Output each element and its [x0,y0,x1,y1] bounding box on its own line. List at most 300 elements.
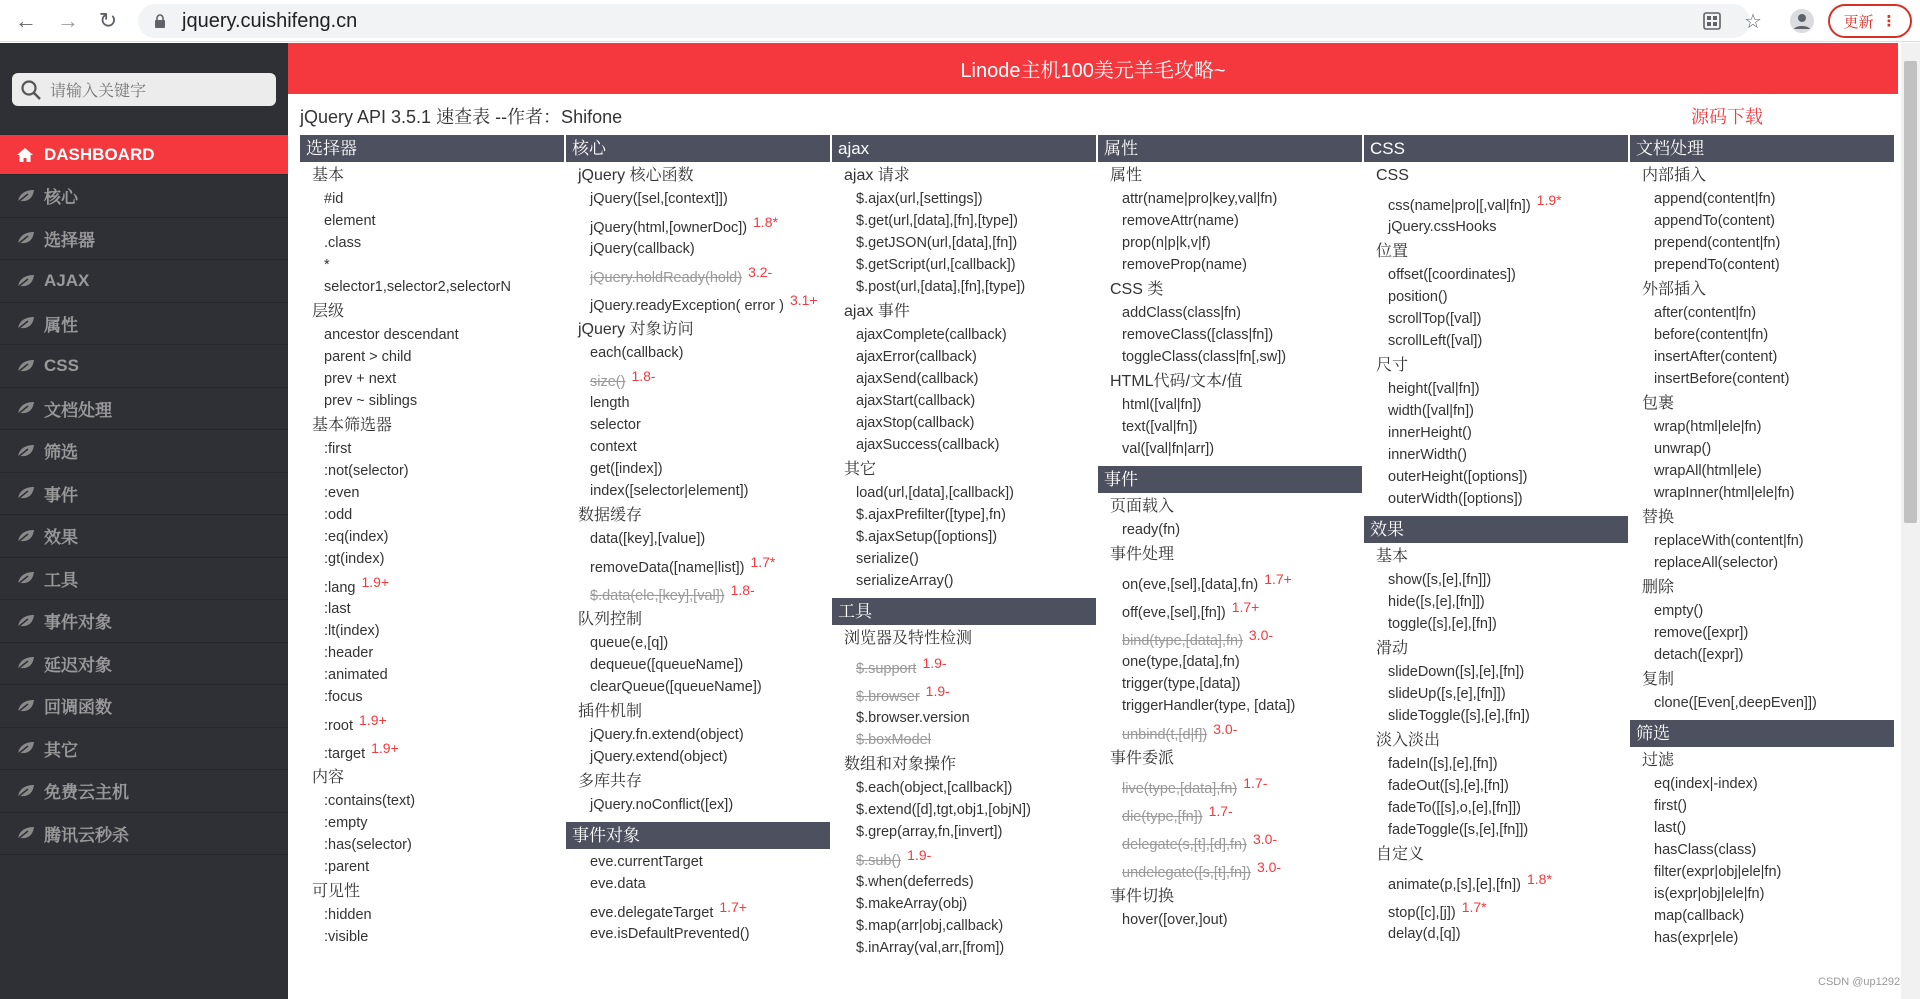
api-item[interactable] [1364,378,1628,400]
api-item-name[interactable]: position() [1388,289,1448,305]
api-item-name[interactable]: wrapAll(html|ele) [1654,463,1762,479]
sidebar-item[interactable] [0,558,288,601]
api-item-name[interactable]: removeAttr(name) [1122,213,1239,229]
api-item[interactable] [1098,210,1362,232]
api-item-name[interactable]: clearQueue([queueName]) [590,679,762,695]
sidebar-item[interactable] [0,728,288,771]
api-item-name[interactable]: height([val|fn]) [1388,381,1480,397]
api-item[interactable] [1630,416,1894,438]
api-item[interactable] [1098,519,1362,541]
api-item[interactable] [1364,488,1628,510]
api-item-name[interactable]: $.inArray(val,arr,[from]) [856,940,1005,956]
api-item-name[interactable]: show([s,[e],[fn]]) [1388,572,1492,588]
api-item[interactable] [566,923,830,945]
api-item[interactable] [566,458,830,480]
api-item-name[interactable]: eve.data [590,876,646,892]
api-item[interactable] [1364,775,1628,797]
sidebar-item[interactable] [0,473,288,516]
source-download-link[interactable]: 源码下载 [1691,107,1763,127]
api-item[interactable] [1364,819,1628,841]
api-item[interactable] [1630,600,1894,622]
api-item-name[interactable]: innerHeight() [1388,425,1472,441]
api-item-name[interactable]: :visible [324,929,369,945]
api-item[interactable] [832,821,1096,843]
api-item[interactable] [300,790,564,812]
api-item-name[interactable]: width([val|fn]) [1388,403,1474,419]
api-item[interactable] [832,893,1096,915]
api-item[interactable] [1630,188,1894,210]
api-item[interactable] [832,276,1096,298]
sidebar-item[interactable] [0,430,288,473]
update-button[interactable] [1828,4,1912,38]
api-item[interactable] [832,526,1096,548]
api-item[interactable] [1098,346,1362,368]
forward-icon[interactable]: → [57,8,79,33]
api-item-name[interactable]: insertBefore(content) [1654,371,1790,387]
api-item-name[interactable]: ajaxSend(callback) [856,371,979,387]
api-item[interactable] [566,794,830,816]
api-item-name[interactable]: parent > child [324,349,412,365]
api-item-name[interactable]: :contains(text) [324,793,416,809]
sidebar-item[interactable] [0,218,288,261]
api-item-name[interactable]: :empty [324,815,368,831]
api-item[interactable] [1364,400,1628,422]
api-item[interactable] [300,346,564,368]
sidebar-item[interactable] [0,175,288,218]
api-item-name[interactable]: trigger(type,[data]) [1122,676,1241,692]
api-item-name[interactable]: load(url,[data],[callback]) [856,485,1014,501]
api-item[interactable] [566,414,830,436]
api-item[interactable] [1364,422,1628,444]
api-item-name[interactable]: addClass(class|fn) [1122,305,1242,321]
api-item[interactable] [1364,895,1628,923]
sidebar-item[interactable] [0,643,288,686]
api-item[interactable] [300,460,564,482]
api-item-name[interactable]: :animated [324,667,388,683]
api-item[interactable] [300,620,564,642]
api-item[interactable] [300,812,564,834]
api-item-name[interactable]: $.get(url,[data],[fn],[type]) [856,213,1018,229]
api-item[interactable] [1630,482,1894,504]
api-item[interactable] [300,686,564,708]
api-item[interactable] [1630,795,1894,817]
api-item-name[interactable]: triggerHandler(type, [data]) [1122,698,1296,714]
api-item[interactable] [1630,817,1894,839]
api-item-name[interactable]: jQuery([sel,[context]]) [590,191,728,207]
sidebar-item[interactable] [0,770,288,813]
api-item-name[interactable]: jQuery(html,[ownerDoc]) [590,220,748,236]
api-item-name[interactable]: $.extend([d],tgt,obj1,[objN]) [856,802,1031,818]
api-item[interactable] [566,188,830,210]
api-item-name[interactable]: #id [324,191,344,207]
api-item-name[interactable]: :header [324,645,374,661]
api-item[interactable] [1630,438,1894,460]
api-item[interactable] [566,238,830,260]
api-item-name[interactable]: ajaxStop(callback) [856,415,975,431]
api-item[interactable] [1098,827,1362,855]
api-item[interactable] [1630,210,1894,232]
api-item[interactable] [1364,753,1628,775]
api-item-name[interactable]: each(callback) [590,345,684,361]
api-item-name[interactable]: ajaxError(callback) [856,349,977,365]
api-item-name[interactable]: jQuery.noConflict([ex]) [590,797,734,813]
api-item[interactable] [300,504,564,526]
api-item[interactable] [566,392,830,414]
api-item[interactable] [1364,683,1628,705]
api-item-name[interactable]: jQuery(callback) [590,241,695,257]
api-item-name[interactable]: unbind(t,[d|f]) [1122,727,1208,743]
api-item[interactable] [1364,264,1628,286]
api-item-name[interactable]: jQuery.fn.extend(object) [590,727,744,743]
translate-icon[interactable] [1695,4,1729,38]
api-item[interactable] [566,724,830,746]
api-item-name[interactable]: fadeOut([s],[e],[fn]) [1388,778,1509,794]
api-item[interactable] [300,254,564,276]
api-item[interactable] [300,324,564,346]
api-item[interactable] [1098,188,1362,210]
api-item-name[interactable]: :hidden [324,907,372,923]
api-item[interactable] [566,632,830,654]
api-item[interactable] [832,188,1096,210]
api-item[interactable] [1630,692,1894,714]
api-item[interactable] [832,232,1096,254]
search-box[interactable] [12,73,276,106]
api-item-name[interactable]: $.data(ele,[key],[val]) [590,588,725,604]
api-item[interactable] [1630,254,1894,276]
api-item-name[interactable]: $.when(deferreds) [856,874,974,890]
api-item[interactable] [300,642,564,664]
api-item[interactable] [1364,188,1628,216]
promo-banner[interactable]: Linode主机100美元羊毛攻略~ [288,43,1898,94]
api-item[interactable] [566,210,830,238]
api-item-name[interactable]: scrollLeft([val]) [1388,333,1483,349]
api-item-name[interactable]: live(type,[data],fn) [1122,781,1238,797]
api-item-name[interactable]: ancestor descendant [324,327,459,343]
api-item-name[interactable]: jQuery.holdReady(hold) [590,270,743,286]
api-item[interactable] [300,708,564,736]
api-item-name[interactable]: ajaxComplete(callback) [856,327,1007,343]
api-item-name[interactable]: queue(e,[q]) [590,635,669,651]
api-item-name[interactable]: toggleClass(class|fn[,sw]) [1122,349,1287,365]
api-item[interactable] [832,210,1096,232]
reload-icon[interactable]: ↻ [98,8,118,33]
api-item[interactable] [1364,569,1628,591]
api-item[interactable] [832,843,1096,871]
api-item-name[interactable]: removeClass([class|fn]) [1122,327,1274,343]
api-item[interactable] [1630,552,1894,574]
api-item[interactable] [566,851,830,873]
api-item[interactable] [1098,438,1362,460]
api-item-name[interactable]: :lang [324,580,356,596]
api-item[interactable] [832,412,1096,434]
api-item[interactable] [566,550,830,578]
api-item[interactable] [1364,797,1628,819]
api-item[interactable] [1098,695,1362,717]
api-item[interactable] [1630,302,1894,324]
api-item-name[interactable]: $.ajaxPrefilter([type],fn) [856,507,1006,523]
api-item-name[interactable]: bind(type,[data],fn) [1122,633,1243,649]
api-item[interactable] [1630,773,1894,795]
profile-avatar-icon[interactable] [1785,4,1819,38]
api-item[interactable] [1098,909,1362,931]
api-item-name[interactable]: detach([expr]) [1654,647,1744,663]
api-item[interactable] [832,777,1096,799]
api-item[interactable] [566,436,830,458]
api-item[interactable] [300,598,564,620]
api-item[interactable] [300,570,564,598]
api-item-name[interactable]: :even [324,485,360,501]
api-item[interactable] [1098,799,1362,827]
api-item[interactable] [1630,905,1894,927]
sidebar-item[interactable] [0,515,288,558]
api-item-name[interactable]: :eq(index) [324,529,389,545]
api-item-name[interactable]: $.grep(array,fn,[invert]) [856,824,1003,840]
api-item-name[interactable]: delegate(s,[t],[d],fn) [1122,837,1247,853]
scrollbar[interactable] [1901,43,1920,999]
api-item[interactable] [300,368,564,390]
api-item-name[interactable]: $.post(url,[data],[fn],[type]) [856,279,1026,295]
sidebar-item[interactable] [0,813,288,856]
api-item[interactable] [566,364,830,392]
api-item[interactable] [1098,673,1362,695]
api-item-name[interactable]: off(eve,[sel],[fn]) [1122,605,1226,621]
api-item[interactable] [832,482,1096,504]
api-item[interactable] [1098,595,1362,623]
api-item-name[interactable]: :first [324,441,352,457]
api-item[interactable] [1364,613,1628,635]
api-item-name[interactable]: $.ajax(url,[settings]) [856,191,983,207]
api-item-name[interactable]: empty() [1654,603,1704,619]
api-item-name[interactable]: outerWidth([options]) [1388,491,1523,507]
api-item[interactable] [832,871,1096,893]
api-item[interactable] [1364,867,1628,895]
api-item[interactable] [1098,254,1362,276]
api-item-name[interactable]: eq(index|-index) [1654,776,1758,792]
api-item[interactable] [1364,286,1628,308]
api-item-name[interactable]: hasClass(class) [1654,842,1757,858]
api-item-name[interactable]: $.makeArray(obj) [856,896,968,912]
bookmark-star-icon[interactable]: ☆ [1744,10,1762,33]
api-item-name[interactable]: animate(p,[s],[e],[fn]) [1388,877,1521,893]
api-item[interactable] [300,856,564,878]
api-item[interactable] [1098,567,1362,595]
api-item-name[interactable]: eve.delegateTarget [590,905,714,921]
api-item-name[interactable]: dequeue([queueName]) [590,657,744,673]
api-item[interactable] [832,434,1096,456]
api-item[interactable] [300,736,564,764]
api-item-name[interactable]: :not(selector) [324,463,409,479]
address-bar[interactable] [138,4,1750,38]
api-item-name[interactable]: wrapInner(html|ele|fn) [1654,485,1795,501]
api-item-name[interactable]: toggle([s],[e],[fn]) [1388,616,1497,632]
api-item-name[interactable]: index([selector|element]) [590,483,749,499]
api-item-name[interactable]: fadeTo([[s],o,[e],[fn]]) [1388,800,1521,816]
api-item[interactable] [832,799,1096,821]
api-item-name[interactable]: * [324,257,330,273]
api-item-name[interactable]: $.browser [856,689,920,705]
api-item-name[interactable]: wrap(html|ele|fn) [1654,419,1762,435]
api-item[interactable] [1098,324,1362,346]
sidebar-item[interactable] [0,260,288,303]
api-item-name[interactable]: $.browser.version [856,710,970,726]
api-item[interactable] [300,664,564,686]
api-item[interactable] [1364,923,1628,945]
api-item-name[interactable]: :odd [324,507,353,523]
api-item-name[interactable]: prepend(content|fn) [1654,235,1781,251]
api-item-name[interactable]: $.map(arr|obj,callback) [856,918,1004,934]
api-item-name[interactable]: $.each(object,[callback]) [856,780,1013,796]
api-item-name[interactable]: html([val|fn]) [1122,397,1202,413]
api-item[interactable] [1630,622,1894,644]
sidebar-item[interactable] [0,135,288,175]
sidebar-item[interactable] [0,685,288,728]
api-item-name[interactable]: $.support [856,661,917,677]
api-item-name[interactable]: ajaxSuccess(callback) [856,437,1000,453]
api-item[interactable] [1364,591,1628,613]
api-item-name[interactable]: map(callback) [1654,908,1745,924]
api-item[interactable] [1630,861,1894,883]
api-item-name[interactable]: prependTo(content) [1654,257,1780,273]
api-item-name[interactable]: jQuery.extend(object) [590,749,728,765]
api-item[interactable] [300,926,564,948]
api-item-name[interactable]: hide([s,[e],[fn]]) [1388,594,1485,610]
api-item[interactable] [566,578,830,606]
scrollbar-thumb[interactable] [1904,61,1917,523]
api-item-name[interactable]: appendTo(content) [1654,213,1775,229]
api-item-name[interactable]: :gt(index) [324,551,385,567]
api-item-name[interactable]: removeProp(name) [1122,257,1247,273]
api-item-name[interactable]: data([key],[value]) [590,531,706,547]
api-item-name[interactable]: scrollTop([val]) [1388,311,1482,327]
api-item[interactable] [566,260,830,288]
api-item[interactable] [832,324,1096,346]
api-item[interactable] [1364,216,1628,238]
api-item-name[interactable]: delay(d,[q]) [1388,926,1461,942]
back-icon[interactable]: ← [15,8,37,33]
api-item[interactable] [566,654,830,676]
api-item[interactable] [1364,466,1628,488]
api-item[interactable] [1364,330,1628,352]
api-item[interactable] [1630,460,1894,482]
api-item[interactable] [1630,232,1894,254]
api-item[interactable] [300,904,564,926]
api-item[interactable] [566,288,830,316]
api-item[interactable] [832,915,1096,937]
api-item-name[interactable]: .class [324,235,362,251]
api-item[interactable] [1098,394,1362,416]
api-item-name[interactable]: fadeToggle([s,[e],[fn]]) [1388,822,1529,838]
api-item[interactable] [1364,444,1628,466]
api-item[interactable] [566,746,830,768]
api-item[interactable] [1098,651,1362,673]
api-item[interactable] [832,679,1096,707]
api-item[interactable] [832,937,1096,959]
api-item[interactable] [1364,308,1628,330]
api-item[interactable] [832,707,1096,729]
api-item-name[interactable]: $.getJSON(url,[data],[fn]) [856,235,1018,251]
api-item[interactable] [1098,855,1362,883]
api-item-name[interactable]: unwrap() [1654,441,1712,457]
api-item-name[interactable]: replaceWith(content|fn) [1654,533,1804,549]
api-item-name[interactable]: prev + next [324,371,397,387]
api-item-name[interactable]: eve.isDefaultPrevented() [590,926,750,942]
api-item[interactable] [1098,717,1362,745]
api-item-name[interactable]: $.boxModel [856,732,931,748]
api-item-name[interactable]: clone([Even[,deepEven]]) [1654,695,1817,711]
api-item[interactable] [1630,927,1894,949]
api-item-name[interactable]: replaceAll(selector) [1654,555,1779,571]
api-item-name[interactable]: slideUp([s,[e],[fn]]) [1388,686,1506,702]
api-item-name[interactable]: after(content|fn) [1654,305,1757,321]
api-item[interactable] [566,480,830,502]
api-item[interactable] [1098,623,1362,651]
sidebar-item[interactable] [0,600,288,643]
api-item-name[interactable]: jQuery.cssHooks [1388,219,1497,235]
api-item[interactable] [1630,839,1894,861]
api-item[interactable] [832,570,1096,592]
api-item-name[interactable]: prop(n|p|k,v|f) [1122,235,1211,251]
api-item-name[interactable]: ready(fn) [1122,522,1181,538]
api-item[interactable] [300,438,564,460]
api-item-name[interactable]: $.ajaxSetup([options]) [856,529,998,545]
api-item[interactable] [566,895,830,923]
api-item-name[interactable]: filter(expr|obj|ele|fn) [1654,864,1782,880]
api-item-name[interactable]: is(expr|obj|ele|fn) [1654,886,1765,902]
api-item-name[interactable]: :parent [324,859,370,875]
api-item-name[interactable]: element [324,213,376,229]
api-item-name[interactable]: hover([over,]out) [1122,912,1228,928]
api-item[interactable] [1630,346,1894,368]
api-item-name[interactable]: remove([expr]) [1654,625,1749,641]
api-item-name[interactable]: text([val|fn]) [1122,419,1198,435]
api-item-name[interactable]: selector1,selector2,selectorN [324,279,511,295]
api-item-name[interactable]: jQuery.readyException( error ) [590,298,784,314]
sidebar-item[interactable] [0,303,288,346]
api-item-name[interactable]: first() [1654,798,1688,814]
api-item[interactable] [1098,232,1362,254]
api-item[interactable] [832,346,1096,368]
api-item-name[interactable]: $.getScript(url,[callback]) [856,257,1016,273]
api-item-name[interactable]: offset([coordinates]) [1388,267,1516,283]
api-item[interactable] [300,210,564,232]
api-item-name[interactable]: slideDown([s],[e],[fn]) [1388,664,1525,680]
search-input[interactable]: 请输入关键字 [50,83,147,100]
api-item-name[interactable]: before(content|fn) [1654,327,1769,343]
api-item-name[interactable]: eve.currentTarget [590,854,703,870]
api-item[interactable] [566,873,830,895]
api-item[interactable] [1098,302,1362,324]
api-item[interactable] [300,548,564,570]
sidebar-item[interactable] [0,345,288,388]
api-item[interactable] [1630,644,1894,666]
api-item-name[interactable]: context [590,439,637,455]
api-item-name[interactable]: one(type,[data],fn) [1122,654,1240,670]
api-item[interactable] [566,342,830,364]
api-item-name[interactable]: :root [324,718,354,734]
api-item-name[interactable]: :has(selector) [324,837,412,853]
api-item[interactable] [1630,324,1894,346]
api-item-name[interactable]: $.sub() [856,853,902,869]
api-item-name[interactable]: size() [590,374,626,390]
api-item-name[interactable]: val([val|fn|arr]) [1122,441,1215,457]
api-item-name[interactable]: append(content|fn) [1654,191,1776,207]
api-item-name[interactable]: get([index]) [590,461,663,477]
api-item-name[interactable]: undelegate([s,[t],fn]) [1122,865,1251,881]
api-item-name[interactable]: on(eve,[sel],[data],fn) [1122,577,1259,593]
api-item-name[interactable]: :focus [324,689,363,705]
api-item-name[interactable]: fadeIn([s],[e],[fn]) [1388,756,1498,772]
api-item[interactable] [832,390,1096,412]
